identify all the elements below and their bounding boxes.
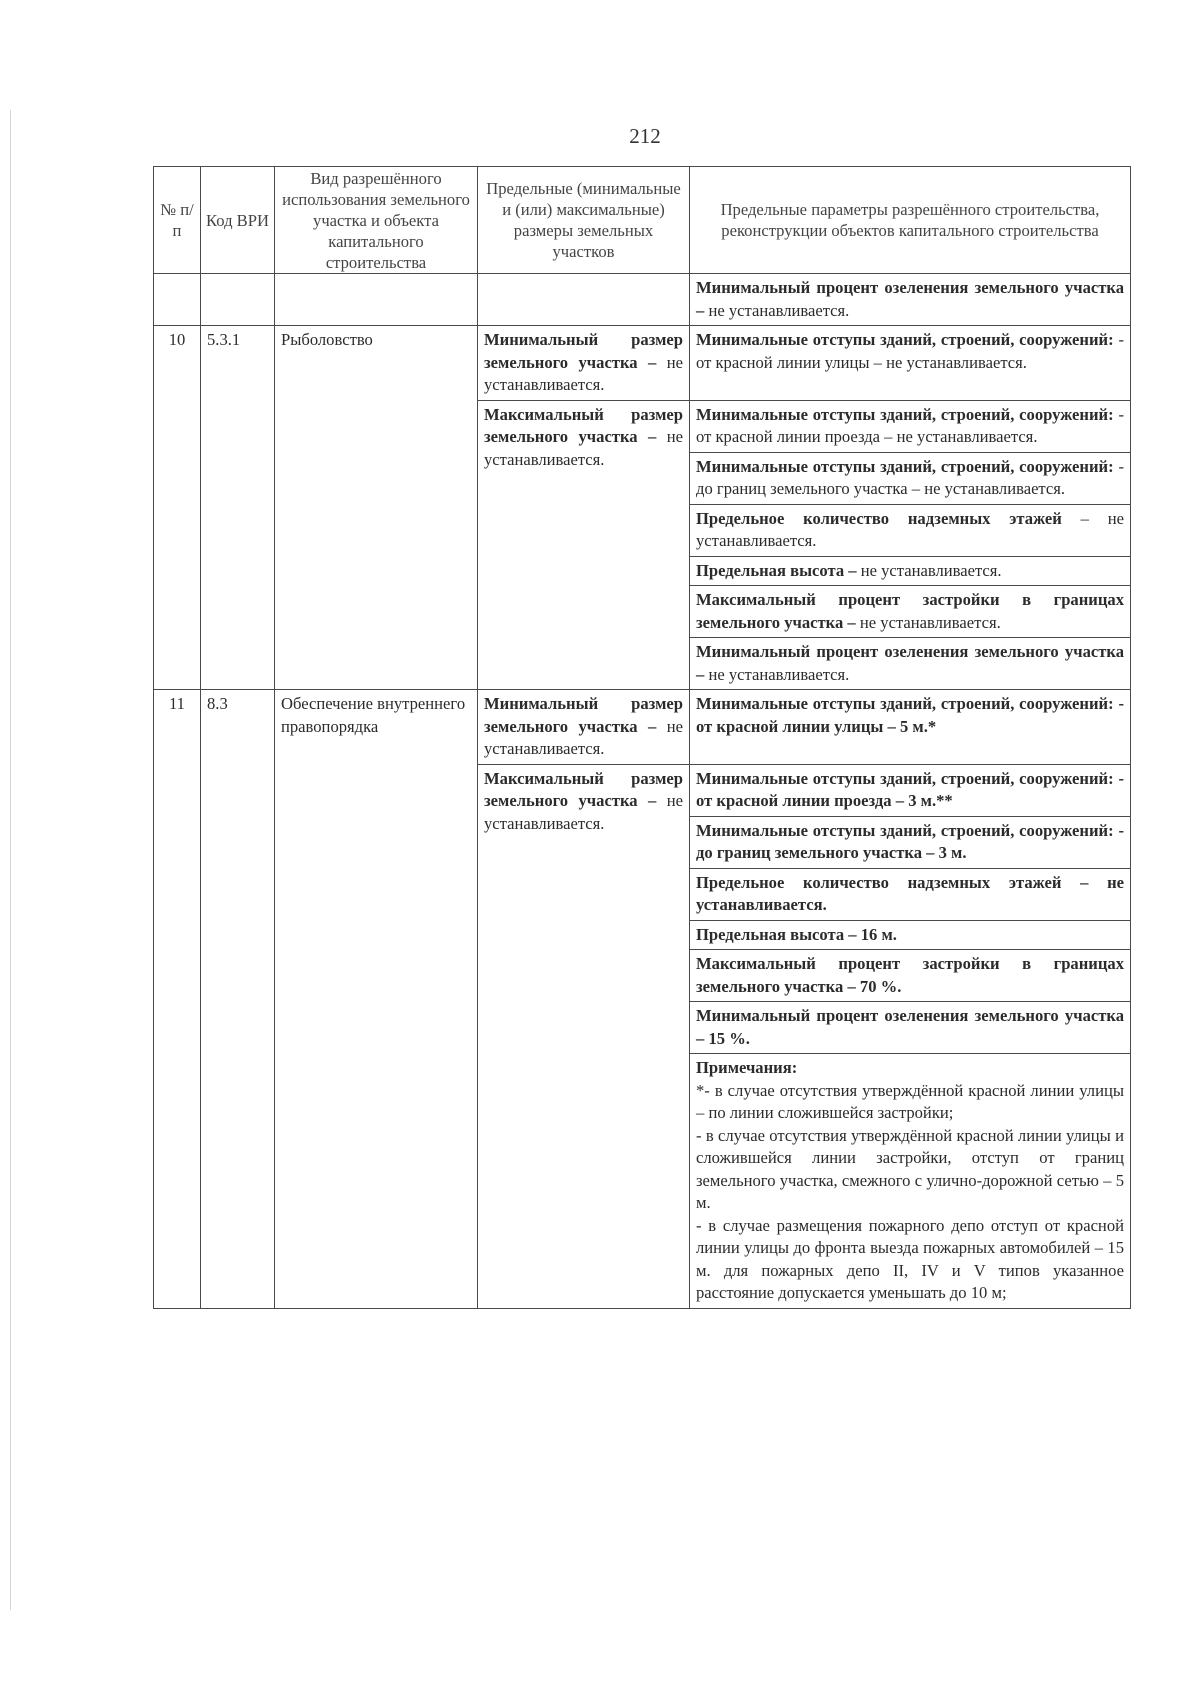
entry-11-size-min — [478, 690, 690, 765]
entry-11-size-max — [478, 764, 690, 1308]
notes-title: Примечания: — [696, 1058, 798, 1077]
param-value: - от красной линии улицы – не устанавливается. — [696, 330, 1124, 372]
entry-10-param-6 — [690, 586, 1131, 638]
entry-10-code: 5.3.1 — [201, 326, 275, 690]
header-row — [154, 167, 1131, 274]
entry-10-param-1 — [690, 326, 1131, 401]
header-use: Вид разрешённого использования земельного участка и объекта капитального строительства — [275, 167, 478, 274]
entry-11-param-1 — [690, 690, 1131, 765]
entry-10-num: 10 — [154, 326, 201, 690]
size-value: не устанавливается. — [484, 427, 683, 469]
param-heading: Минимальный процент озеленения земельного участка – — [696, 278, 1124, 320]
entry-10-size-max — [478, 400, 690, 690]
param-value: – не устанавливается. — [696, 508, 1124, 550]
param-heading: Минимальный процент озеленения земельного участка – — [696, 642, 1124, 684]
param-heading: Минимальные отступы зданий, строений, сооружений: — [696, 456, 1114, 476]
param-value: – не устанавливается. — [696, 872, 1125, 914]
param-value: - от красной линии проезда – не устанавливается. — [696, 404, 1124, 446]
size-value: не устанавливается. — [484, 716, 683, 758]
param-heading: Предельное количество надземных этажей — [696, 508, 1062, 528]
entry-10-param-2 — [690, 400, 1131, 452]
header-params: Предельные параметры разрешённого строительства, реконструкции объектов капитального строительства — [690, 167, 1131, 274]
entry-11-param-7 — [690, 1002, 1131, 1054]
param-value: – 15 %. — [696, 1028, 750, 1048]
param-value: не устанавливается. — [859, 612, 1001, 632]
cont-use-cell — [275, 274, 478, 326]
header-num: № п/п — [154, 167, 201, 274]
cont-size-cell — [478, 274, 690, 326]
entry-10-row — [154, 326, 1131, 401]
entry-11-param-3 — [690, 816, 1131, 868]
param-heading: Минимальные отступы зданий, строений, сооружений: — [696, 768, 1114, 788]
size-heading: Максимальный размер земельного участка – — [484, 768, 683, 810]
param-value: – 16 м. — [848, 924, 897, 944]
size-heading: Минимальный размер земельного участка – — [484, 330, 683, 372]
param-heading: Максимальный процент застройки в границах земельного участка – — [696, 590, 1124, 632]
param-heading: Минимальный процент озеленения земельного участка — [696, 1006, 1124, 1025]
cont-param-cell — [690, 274, 1131, 326]
scan-margin-line — [10, 110, 11, 1610]
entry-11-row — [154, 690, 1131, 765]
note-item: *- в случае отсутствия утверждённой красной линии улицы – по линии сложившейся застройки; — [696, 1080, 1124, 1122]
size-value: не устанавливается. — [484, 791, 683, 833]
entry-10-param-4 — [690, 504, 1131, 556]
param-heading: Предельная высота — [696, 924, 845, 944]
param-heading: Максимальный процент застройки в границах земельного участка — [696, 954, 1124, 996]
entry-11-param-6 — [690, 950, 1131, 1002]
note-item: - в случае размещения пожарного депо отступ от красной линии улицы до фронта выезда пожарных автомобилей – 15 м. для пожарных депо II, IV и V типов указанное расстояние допускается уменьшать до 10 м; — [696, 1215, 1124, 1302]
size-heading: Максимальный размер земельного участка – — [484, 404, 683, 446]
param-value: - до границ земельного участка – 3 м. — [696, 820, 1124, 862]
param-value: - от красной линии проезда – 3 м.** — [696, 768, 1124, 810]
param-heading: Предельная высота – — [696, 560, 857, 580]
cont-num-cell — [154, 274, 201, 326]
param-value: не устанавливается. — [860, 560, 1002, 580]
param-value: не устанавливается. — [708, 664, 850, 684]
param-heading: Предельное количество надземных этажей — [696, 872, 1062, 892]
entry-10-param-7 — [690, 638, 1131, 690]
continuation-row — [154, 274, 1131, 326]
param-value: - до границ земельного участка – не устанавливается. — [696, 456, 1124, 498]
entry-11-num: 11 — [154, 690, 201, 1309]
page-number: 212 — [629, 124, 661, 148]
param-heading: Минимальные отступы зданий, строений, сооружений: — [696, 820, 1114, 840]
size-heading: Минимальный размер земельного участка – — [484, 694, 683, 736]
entry-11-code: 8.3 — [201, 690, 275, 1309]
param-heading: Минимальные отступы зданий, строений, сооружений: — [696, 330, 1114, 349]
header-code: Код ВРИ — [201, 167, 275, 274]
entry-10-param-5 — [690, 556, 1131, 586]
param-value: – 70 %. — [847, 976, 902, 996]
param-heading: Минимальные отступы зданий, строений, сооружений: — [696, 404, 1114, 424]
param-value: не устанавливается. — [708, 300, 850, 320]
note-item: - в случае отсутствия утверждённой красной линии улицы и сложившейся линии застройки, отступ от границ земельного участка, смежного с улично-дорожной сетью – 5 м. — [696, 1125, 1124, 1212]
entry-11-param-4 — [690, 868, 1131, 920]
header-sizes: Предельные (минимальные и (или) максимальные) размеры земельных участков — [478, 167, 690, 274]
entry-11-use: Обеспечение внутреннего правопорядка — [275, 690, 478, 1309]
entry-11-param-2 — [690, 764, 1131, 816]
entry-11-param-5 — [690, 920, 1131, 950]
entry-10-param-3 — [690, 452, 1131, 504]
param-value: - от красной линии улицы – 5 м.* — [696, 694, 1124, 736]
entry-10-size-min — [478, 326, 690, 401]
param-heading: Минимальные отступы зданий, строений, сооружений: — [696, 694, 1114, 713]
entry-10-use: Рыболовство — [275, 326, 478, 690]
size-value: не устанавливается. — [484, 352, 683, 394]
cont-code-cell — [201, 274, 275, 326]
regulations-table — [153, 166, 1131, 1309]
entry-11-notes — [690, 1054, 1131, 1309]
